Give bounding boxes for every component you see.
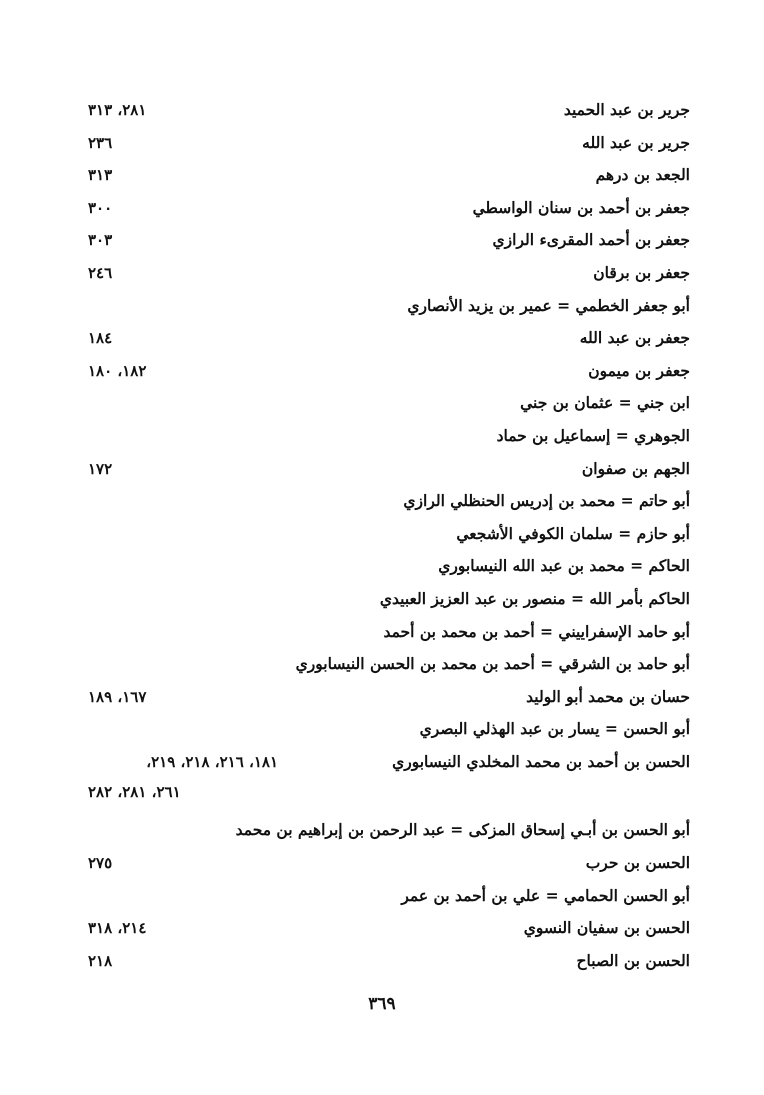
entry-name: الحاكم = محمد بن عبد الله النيسابوري <box>438 556 690 576</box>
entry-name: الحسن بن أحمد بن محمد المخلدي النيسابوري <box>392 751 690 771</box>
spacer <box>80 806 700 814</box>
entry-pages-continued: ٢٦١، ٢٨١، ٢٨٢ <box>88 783 181 802</box>
index-entry <box>80 485 700 518</box>
index-entry <box>80 192 700 225</box>
entry-name: أبو الحسن بن أبـي إسحاق المزكى = عبد الرحمن بن إبراهيم بن محمد <box>235 820 690 840</box>
index-entry <box>80 453 700 486</box>
entry-name: الحاكم بأمر الله = منصور بن عبد العزيز العبيدي <box>379 588 690 608</box>
entry-name: جعفر بن عبد الله <box>579 328 690 348</box>
index-entry <box>80 713 700 746</box>
entry-pages: ٢٣٦ <box>88 133 113 152</box>
index-entry <box>80 746 700 779</box>
entry-pages: ٣٠٠ <box>88 198 113 217</box>
index-entry <box>80 94 700 127</box>
index-entry <box>80 945 700 978</box>
entry-pages: ٢١٨ <box>88 951 113 970</box>
entry-name: أبو جعفر الخطمي = عمير بن يزيد الأنصاري <box>407 295 690 315</box>
index-entry <box>80 322 700 355</box>
entry-pages: ١٨٢، ١٨٠ <box>88 361 147 380</box>
index-entry <box>80 518 700 551</box>
entry-pages: ٣١٣ <box>88 166 113 185</box>
entry-pages: ١٦٧، ١٨٩ <box>88 687 147 706</box>
entry-name: الجهم بن صفوان <box>581 458 690 478</box>
entry-name: أبو حامد بن الشرقي = أحمد بن محمد بن الحسن النيسابوري <box>295 654 690 674</box>
entry-name: أبو حامد الإسفراييني = أحمد بن محمد بن أحمد <box>383 621 690 641</box>
index-entry <box>80 912 700 945</box>
index-entry <box>80 616 700 649</box>
index-entry <box>80 127 700 160</box>
index-entry <box>80 224 700 257</box>
index-entry <box>80 880 700 913</box>
entry-pages: ٣٠٣ <box>88 231 113 250</box>
entry-pages: ٢٧٥ <box>88 854 113 873</box>
entry-name: الجعد بن درهم <box>595 165 690 185</box>
entry-pages: ٢٨١، ٣١٣ <box>88 101 147 119</box>
index-entry <box>80 583 700 616</box>
index-entry <box>80 420 700 453</box>
index-entry <box>80 387 700 420</box>
entry-name: جعفر بن ميمون <box>588 360 690 380</box>
index-entry <box>80 159 700 192</box>
entry-name: جعفر بن برقان <box>593 262 690 282</box>
entry-name: ابن جني = عثمان بن جني <box>520 393 690 413</box>
entry-name: الجوهري = إسماعيل بن حماد <box>496 425 690 445</box>
entry-name: أبو حازم = سلمان الكوفي الأشجعي <box>456 523 690 543</box>
entry-name: الحسن بن حرب <box>585 853 690 873</box>
entry-name: جرير بن عبد الحميد <box>563 100 690 119</box>
index-entry <box>80 681 700 714</box>
index-entry <box>80 550 700 583</box>
entry-pages: ١٨٤ <box>88 329 113 348</box>
entry-name: أبو الحسن الحمامي = علي بن أحمد بن عمر <box>401 885 690 905</box>
index-entry <box>80 257 700 290</box>
entry-name: حسان بن محمد أبو الوليد <box>526 686 690 706</box>
index-entry <box>80 290 700 323</box>
entry-pages: ١٧٢ <box>88 459 113 478</box>
entry-name: جعفر بن أحمد المقرىء الرازي <box>492 230 690 250</box>
entry-name: أبو الحسن = يسار بن عبد الهذلي البصري <box>419 719 690 739</box>
index-entry-continuation <box>80 778 700 806</box>
entry-pages: ١٨١، ٢١٦، ٢١٨، ٢١٩، <box>146 752 278 771</box>
entry-name: جعفر بن أحمد بن سنان الواسطي <box>472 197 690 217</box>
entry-pages: ٢١٤، ٣١٨ <box>88 919 147 938</box>
entry-name: الحسن بن الصباح <box>576 950 690 970</box>
entry-name: الحسن بن سفيان النسوي <box>523 918 690 938</box>
index-entry <box>80 355 700 388</box>
entry-name: جرير بن عبد الله <box>582 132 690 152</box>
page-number: ٣٦٩ <box>368 994 396 1014</box>
index-entry <box>80 814 700 847</box>
index-entries <box>80 94 700 977</box>
entry-pages: ٢٤٦ <box>88 263 113 282</box>
index-entry <box>80 847 700 880</box>
index-entry <box>80 648 700 681</box>
entry-name: أبو حاتم = محمد بن إدريس الحنظلي الرازي <box>403 491 690 511</box>
